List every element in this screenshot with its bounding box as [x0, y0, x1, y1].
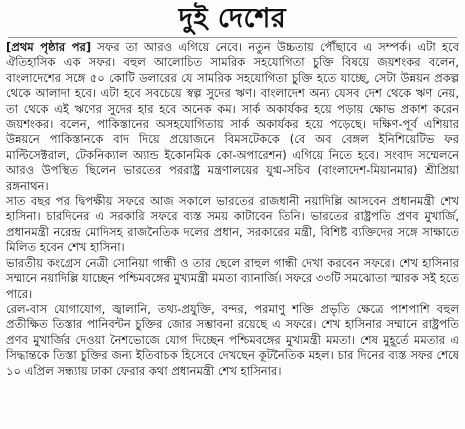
continuation-label: [প্রথম পৃষ্ঠার পর]: [6, 40, 92, 54]
headline-container: [0, 1, 465, 37]
paragraph-2: সাত বছর পর দ্বিপক্ষীয় সফরে আজ সকালে ভারতের রাজধানী নয়াদিল্লি আসবেন প্রধানমন্ত্রী শেখ হাসিনা। চারদিনের এ সরকারি সফরে ব্যস্ত সময় কাটাবেন তিনি। ভারতের রাষ্ট্রপতি প্রণব মুখার্জি, প্রধানমন্ত্রী নরেন্দ্র মোদিসহ রাজনৈতিক দলের প্রধান, সরকারের মন্ত্রী, বিশিষ্ট ব্যক্তিদের সঙ্গে সাক্ষাতে মিলিত হবেন শেখ হাসিনা।: [6, 194, 459, 255]
paragraph-3: ভারতীয় কংগ্রেস নেত্রী সোনিয়া গান্ধী ও তার ছেলে রাহুল গান্ধী দেখা করবেন সফরে। শেখ হাসিনার সম্মানে নয়াদিল্লি যাচ্ছেন পশ্চিমবঙ্গের মুখ্যমন্ত্রী মমতা ব্যানার্জি। সফরে ৩৩টি সমঝোতা স্মারক সই হতে পারে।: [6, 255, 459, 301]
headline: দুই দেশের: [178, 3, 287, 34]
article-body: [6, 40, 459, 426]
paragraph-1: [6, 40, 459, 194]
paragraph-1-text: সফর তা আরও এগিয়ে নেবে। নতুন উচ্চতায় পৌঁছাবে এ সম্পর্ক। এটা হবে ঐতিহাসিক এক সফর। বহুল আলোচিত সামরিক সহযোগিতা চুক্তি বিষয়ে জয়শংকর বলেন, বাংলাদেশের সঙ্গে ৫০ কোটি ডলারের যে সামরিক সহযোগিতা চুক্তি হতে যাচ্ছে, সেটা উন্নয়ন প্রকল্প থেকে আলাদা হবে। এটা হবে সবচেয়ে স্বল্প সুদের ঋণ। বাংলাদেশ অন্য যেসব দেশ থেকে ঋণ নেয়, তা থেকে এই ঋণের সুদের হার হবে অনেক কম। সার্ক অকার্যকর হয়ে পড়ায় ক্ষোভ প্রকাশ করেন জয়শংকর। বলেন, পাকিস্তানের অসহযোগিতায় সার্ক অকার্যকর হয়ে পড়েছে। দক্ষিণ-পূর্ব এশিয়ার উন্নয়নে পাকিস্তানকে বাদ দিয়ে প্রয়োজনে বিমসটেককে (বে অব বেঙ্গল ইনিশিয়েটিভ ফর মাল্টিসেক্টরাল, টেকনিক্যাল অ্যান্ড ইকোনমিক কো-অপারেশন) এগিয়ে নিতে হবে। সংবাদ সম্মেলনে আরও উপস্থিত ছিলেন ভারতের পররাষ্ট্র মন্ত্রণালয়ের যুগ্ম-সচিব (বাংলাদেশ-মিয়ানমার) শ্রীপ্রিয়া রঙ্গনাথন।: [6, 40, 459, 193]
headline-divider: [8, 37, 457, 38]
paragraph-4: রেল-বাস যোগাযোগ, জ্বালানি, তথ্য-প্রযুক্তি, বন্দর, পরমাণু শক্তি প্রভৃতি ক্ষেত্রে পাশপাশি বহুল প্রতীক্ষিত তিস্তার পানিবন্টন চুক্তির জোর সম্ভাবনা রয়েছে এ সফরে। শেখ হাসিনার সম্মানে রাষ্ট্রপতি প্রণব মুখার্জির দেওয়া নৈশভোজে যোগ দিচ্ছেন পশ্চিমবঙ্গের মুখ্যমন্ত্রী মমতা। শেষ মুহূর্তে মমতার এ সিদ্ধান্তকে তিস্তা চুক্তির জন্য ইতিবাচক হিসেবে দেখছেন কূটনৈতিক মহল। চার দিনের ব্যস্ত সফর শেষে ১০ এপ্রিল সন্ধ্যায় ঢাকা ফেরার কথা প্রধানমন্ত্রী শেখ হাসিনার।: [6, 301, 459, 378]
